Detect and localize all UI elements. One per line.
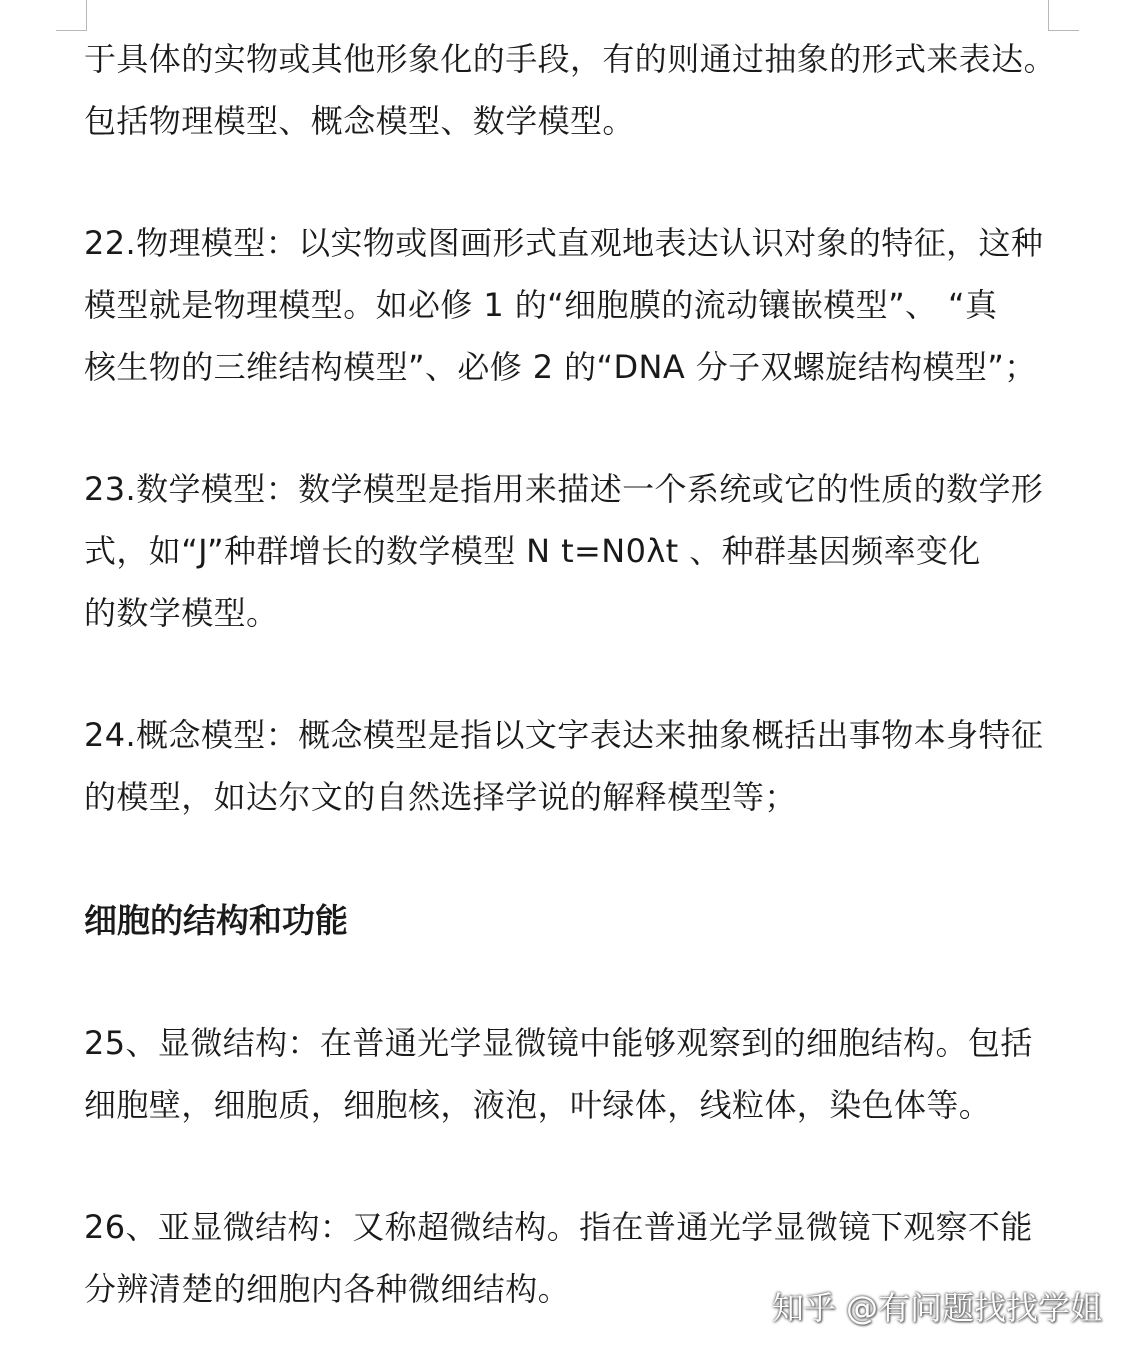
paragraph-math-model [84, 458, 1049, 644]
text-line: 核生物的三维结构模型”、必修 2 的“DNA 分子双螺旋结构模型”； [84, 348, 1037, 386]
text-line: 细胞壁，细胞质，细胞核，液泡，叶绿体，线粒体，染色体等。 [84, 1086, 992, 1124]
section-heading: 细胞的结构和功能 [84, 901, 348, 940]
text-line: 的数学模型。 [84, 594, 279, 632]
text-line: 式，如“J”种群增长的数学模型 N t=N0λt 、种群基因频率变化 [84, 532, 981, 570]
paragraph-model-intro [84, 28, 1057, 152]
text-line: 26、亚显微结构：又称超微结构。指在普通光学显微镜下观察不能 [84, 1208, 1033, 1246]
text-line: 22.物理模型：以实物或图画形式直观地表达认识对象的特征，这种 [84, 224, 1044, 262]
text-line: 模型就是物理模型。如必修 1 的“细胞膜的流动镶嵌模型”、 “真 [84, 286, 998, 324]
text-line: 包括物理模型、概念模型、数学模型。 [84, 102, 635, 140]
text-line: 24.概念模型：概念模型是指以文字表达来抽象概括出事物本身特征 [84, 716, 1044, 754]
zhihu-watermark: 知乎 @有问题找找学姐 [771, 1289, 1102, 1327]
text-line: 分辨清楚的细胞内各种微细结构。 [84, 1270, 571, 1308]
paragraph-concept-model [84, 704, 1049, 828]
page-corner-mark-right [1048, 0, 1079, 31]
text-line: 25、显微结构：在普通光学显微镜中能够观察到的细胞结构。包括 [84, 1024, 1033, 1062]
text-line: 于具体的实物或其他形象化的手段，有的则通过抽象的形式来表达。 [84, 40, 1057, 78]
page-corner-mark-left [56, 0, 87, 31]
paragraph-microscopic-structure [84, 1012, 1049, 1136]
text-line: 23.数学模型：数学模型是指用来描述一个系统或它的性质的数学形 [84, 470, 1044, 508]
paragraph-physical-model [84, 212, 1049, 398]
text-line: 的模型，如达尔文的自然选择学说的解释模型等； [84, 778, 797, 816]
